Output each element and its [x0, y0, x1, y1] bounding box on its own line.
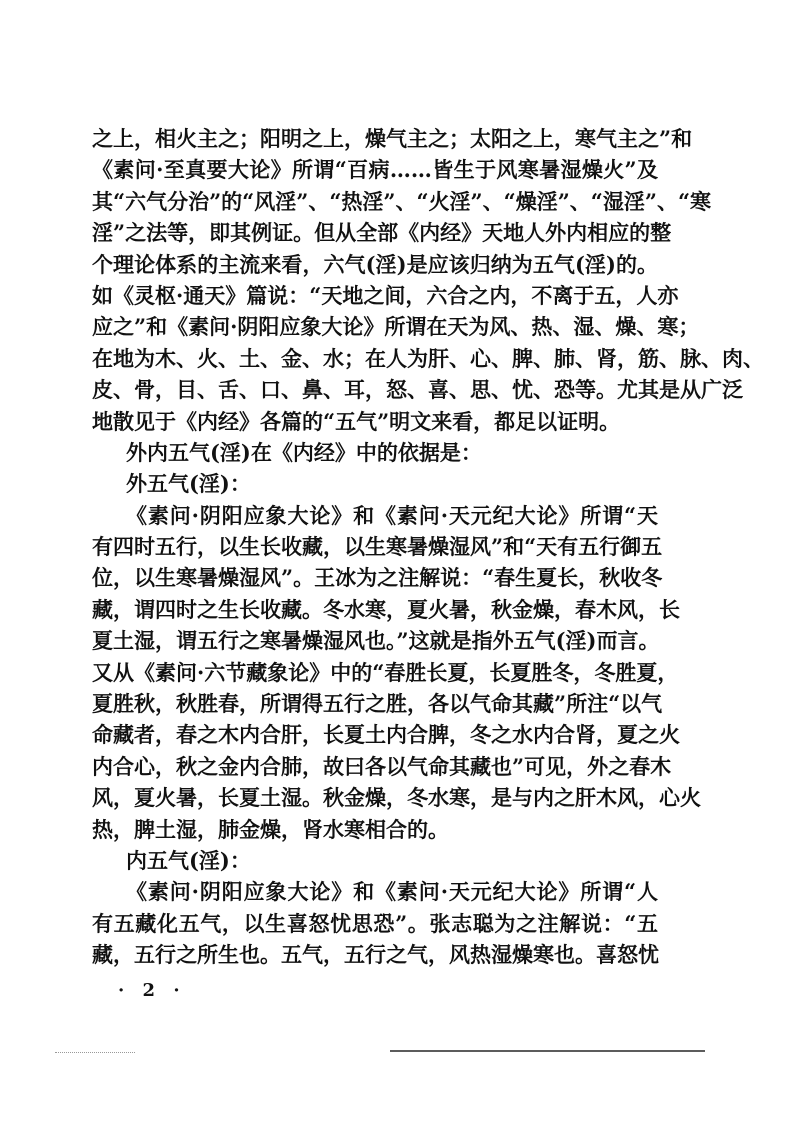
- text-line: 夏土湿，谓五行之寒暑燥湿风也。”这就是指外五气(淫)而言。: [92, 628, 660, 654]
- text-line: 《素问·阴阳应象大论》和《素问·天元纪大论》所谓“人: [126, 879, 658, 905]
- text-line: 藏，谓四时之生长收藏。冬水寒，夏火暑，秋金燥，春木风，长: [92, 596, 680, 622]
- text-line: 应之”和《素问·阴阳应象大论》所谓在天为风、热、湿、燥、寒；: [92, 314, 700, 340]
- text-line: 如《灵枢·通天》篇说：“天地之间，六合之内，不离于五，人亦: [92, 282, 679, 308]
- text-line: 夏胜秋，秋胜春，所谓得五行之胜，各以气命其藏”所注“以气: [92, 691, 663, 717]
- text-line: 外五气(淫)：: [126, 471, 251, 497]
- text-line: 内合心，秋之金内合肺，故曰各以气命其藏也”可见，外之春木: [92, 753, 672, 779]
- scan-artifact-rule: [390, 1050, 705, 1052]
- text-line: 外内五气(淫)在《内经》中的依据是：: [126, 439, 482, 465]
- scan-artifact-line: [55, 1052, 135, 1053]
- text-line: 藏，五行之所生也。五气，五行之气，风热湿燥寒也。喜怒忧: [92, 942, 659, 968]
- text-line: 风，夏火暑，长夏土湿。秋金燥，冬水寒，是与内之肝木风，心火: [92, 785, 701, 811]
- text-line: 个理论体系的主流来看，六气(淫)是应该归纳为五气(淫)的。: [92, 251, 658, 277]
- page-number: · 2 ·: [118, 980, 186, 1001]
- text-line: 其“六气分治”的“风淫”、“热淫”、“火淫”、“燥淫”、“湿淫”、“寒: [92, 188, 712, 214]
- text-line: 地散见于《内经》各篇的“五气”明文来看，都足以证明。: [92, 408, 621, 434]
- text-line: 有五藏化五气，以生喜怒忧思恐”。张志聪为之注解说：“五: [92, 910, 658, 936]
- text-line: 《素问·阴阳应象大论》和《素问·天元纪大论》所谓“天: [126, 502, 658, 528]
- text-line: 《素问·至真要大论》所谓“百病……皆生于风寒暑湿燥火”及: [92, 157, 658, 183]
- text-line: 命藏者，春之木内合肝，长夏土内合脾，冬之水内合肾，夏之火: [92, 722, 680, 748]
- text-line: 在地为木、火、土、金、水；在人为肝、心、脾、肺、肾，筋、脉、肉、: [92, 345, 764, 371]
- text-line: 内五气(淫)：: [126, 847, 251, 873]
- body-text: [92, 123, 764, 971]
- text-line: 位，以生寒暑燥湿风”。王冰为之注解说：“春生夏长，秋收冬: [92, 565, 663, 591]
- text-line: 有四时五行，以生长收藏，以生寒暑燥湿风”和“天有五行御五: [92, 534, 663, 560]
- text-line: 热，脾土湿，肺金燥，肾水寒相合的。: [92, 816, 449, 842]
- text-line: 淫”之法等，即其例证。但从全部《内经》天地人外内相应的整: [92, 220, 672, 246]
- text-line: 皮、骨，目、舌、口、鼻、耳，怒、喜、思、忧、恐等。尤其是从广泛: [92, 377, 743, 403]
- text-line: 又从《素问·六节藏象论》中的“春胜长夏，长夏胜冬，冬胜夏，: [92, 659, 679, 685]
- text-line: 之上，相火主之；阳明之上，燥气主之；太阳之上，寒气主之”和: [92, 126, 693, 151]
